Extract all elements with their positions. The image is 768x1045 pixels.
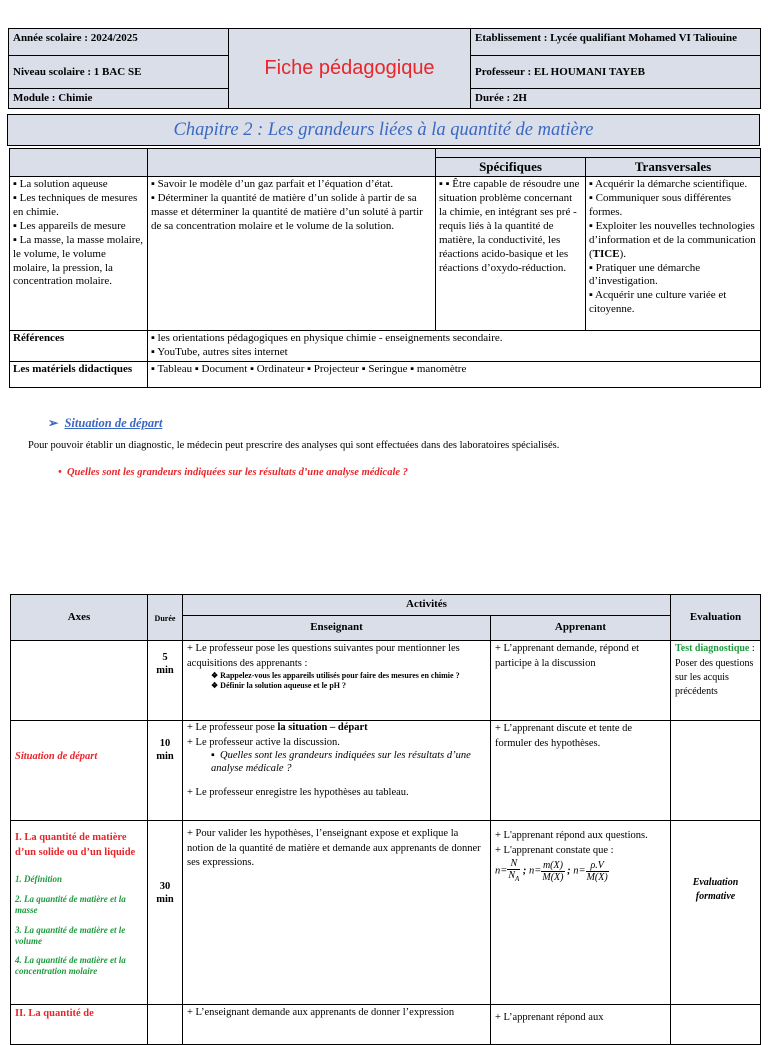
specific-cell: ▪ ▪ Être capable de résoudre une situation problème concernant la chimie, en intégrant ses pré -requis liés à la quantité de matière, la conductivité, les réactions acido-basique et les réactions d’oxydo-réduction.	[436, 177, 586, 331]
head-axes: Axes	[11, 595, 148, 641]
learner-cell: + L'apprenant répond aux questions. + L'apprenant constate que : n= $\frac{N}{N_A}$ ; n= $\frac{m(X)}{M(X)}$ ; n= $\frac{\rho.V}{M(X)}$	[491, 821, 671, 1005]
header-blank-2	[148, 149, 436, 177]
transversal-cell	[586, 177, 761, 331]
axe-cell-empty	[11, 641, 148, 721]
learner-cell: + L’apprenant répond aux	[491, 1005, 671, 1045]
list-item: ▪ La solution aqueuse	[13, 178, 108, 191]
teacher-cell: + Pour valider les hypothèses, l’enseignant expose et explique la notion de la quantité de matière et demande aux apprenants de donner ses expressions.	[183, 821, 491, 1005]
module-name: Module : Chimie	[9, 89, 229, 109]
axe-cell: Situation de départ	[11, 721, 148, 821]
head-activites: Activités	[183, 595, 671, 616]
duration-cell: 30 min	[148, 821, 183, 1005]
teacher-cell: + Le professeur pose la situation – départ + Le professeur active la discussion. ▪ Quelles sont les grandeurs indiquées sur les résultats d’une analyse médicale ? + Le professeur enregistre les hypothèses au tableau.	[183, 721, 491, 821]
list-item: ▪ Les techniques de mesures en chimie.	[13, 192, 138, 219]
duration: Durée : 2H	[471, 89, 761, 109]
col-specifiques: Spécifiques	[436, 158, 586, 177]
objectives-cell	[148, 177, 436, 331]
head-apprenant: Apprenant	[491, 616, 671, 641]
arrow-icon: ➢	[48, 416, 59, 430]
head-enseignant: Enseignant	[183, 616, 491, 641]
header-blank-1	[10, 149, 148, 177]
learner-cell: + L’apprenant demande, répond et participe à la discussion	[491, 641, 671, 721]
prerequis-cell	[10, 177, 148, 331]
teacher-name: Professeur : EL HOUMANI TAYEB	[471, 56, 761, 89]
competences-table	[9, 148, 761, 388]
learner-cell: + L’apprenant discute et tente de formuler des hypothèses.	[491, 721, 671, 821]
situation-question: • Quelles sont les grandeurs indiquées sur les résultats d’une analyse médicale ?	[58, 467, 408, 478]
header-table	[8, 28, 761, 109]
list-item: ▪ Savoir le modèle d’un gaz parfait et l’équation d’état.	[151, 178, 394, 191]
list-item: ▪ Exploiter les nouvelles technologies d’information et de la communication (TICE).	[589, 219, 756, 260]
list-item: ❖ Définir la solution aqueuse et le pH ?	[211, 680, 347, 690]
list-item: ▪ les orientations pédagogiques en physique chimie - enseignements secondaire.	[151, 332, 503, 345]
teacher-cell: + L’enseignant demande aux apprenants de donner l’expression	[183, 1005, 491, 1045]
evaluation-cell: Test diagnostique : Poser des questions sur les acquis précédents	[671, 641, 761, 721]
list-item: ▪ Pratiquer une démarche d’investigation.	[589, 261, 701, 288]
situation-heading: ➢ Situation de départ	[48, 416, 163, 430]
evaluation-cell	[671, 1005, 761, 1045]
bullet-icon: ▪	[211, 750, 220, 762]
references-cell	[148, 331, 761, 362]
list-item: ▪ La masse, la masse molaire, le volume, le volume molaire, la pression, la concentration molaire.	[13, 233, 144, 288]
duration-cell: 5 min	[148, 641, 183, 721]
col-transversales: Transversales	[586, 158, 761, 177]
axe-cell: II. La quantité de	[11, 1005, 148, 1045]
activities-table	[10, 594, 761, 1045]
school-year: Année scolaire : 2024/2025	[9, 29, 229, 56]
list-item: ▪ Les appareils de mesure	[13, 219, 126, 232]
list-item: ▪ YouTube, autres sites internet	[151, 346, 288, 359]
situation-text: Pour pouvoir établir un diagnostic, le médecin peut prescrire des analyses qui sont effectuées dans des laboratoires spécialisés.	[28, 440, 560, 451]
bullet-icon: •	[58, 467, 67, 478]
head-evaluation: Evaluation	[671, 595, 761, 641]
fraction: $\frac{m(X)}{M(X)}$	[542, 859, 564, 883]
evaluation-cell: Evaluation formative	[671, 821, 761, 1005]
school-name: Etablissement : Lycée qualifiant Mohamed VI Taliouine	[471, 29, 761, 56]
list-item: ▪ Acquérir la démarche scientifique.	[589, 178, 748, 191]
list-item: ▪ Acquérir une culture variée et citoyenne.	[589, 289, 727, 316]
head-duree: Durée	[148, 595, 183, 641]
list-item: ❖ Rappelez-vous les appareils utilisés pour faire des mesures en chimie ?	[211, 671, 460, 681]
teacher-cell: + Le professeur pose les questions suivantes pour mentionner les acquisitions des apprenants : ❖ Rappelez-vous les appareils utilisés pour faire des mesures en chimie ? ❖ Définir la solution aqueuse et le pH ?	[183, 641, 491, 721]
materials-label: Les matériels didactiques	[10, 362, 148, 388]
duration-cell: 10 min	[148, 721, 183, 821]
references-label: Références	[10, 331, 148, 362]
school-level: Niveau scolaire : 1 BAC SE	[9, 56, 229, 89]
duration-cell	[148, 1005, 183, 1045]
list-item: ▪ Déterminer la quantité de matière d’un solide à partir de sa masse et déterminer la quantité de matière d’un soluté à partir de sa concentration molaire et le volume de la solution.	[151, 192, 423, 232]
materials-cell: ▪ Tableau ▪ Document ▪ Ordinateur ▪ Projecteur ▪ Seringue ▪ manomètre	[148, 362, 761, 388]
evaluation-cell-empty	[671, 721, 761, 821]
sheet-title: Fiche pédagogique	[229, 29, 471, 109]
chapter-title: Chapitre 2 : Les grandeurs liées à la quantité de matière	[7, 114, 760, 146]
axe-cell: I. La quantité de matière d’un solide ou d’un liquide 1. Définition 2. La quantité de matière et la masse 3. La quantité de matière et le volume 4. La quantité de matière et la concentration molaire	[11, 821, 148, 1005]
quantity-formulas: n= $\frac{N}{N_A}$ ; n= $\frac{m(X)}{M(X)}$ ; n= $\frac{\rho.V}{M(X)}$	[495, 858, 608, 884]
header-blank-top	[436, 149, 761, 158]
list-item: ▪ Communiquer sous différentes formes.	[589, 192, 732, 219]
fraction: $\frac{\rho.V}{M(X)}$	[586, 859, 608, 883]
fraction: $\frac{N}{N_A}$	[508, 858, 520, 884]
list-item: ▪ Quelles sont les grandeurs indiquées sur les résultats d’une analyse médicale ?	[211, 750, 471, 774]
